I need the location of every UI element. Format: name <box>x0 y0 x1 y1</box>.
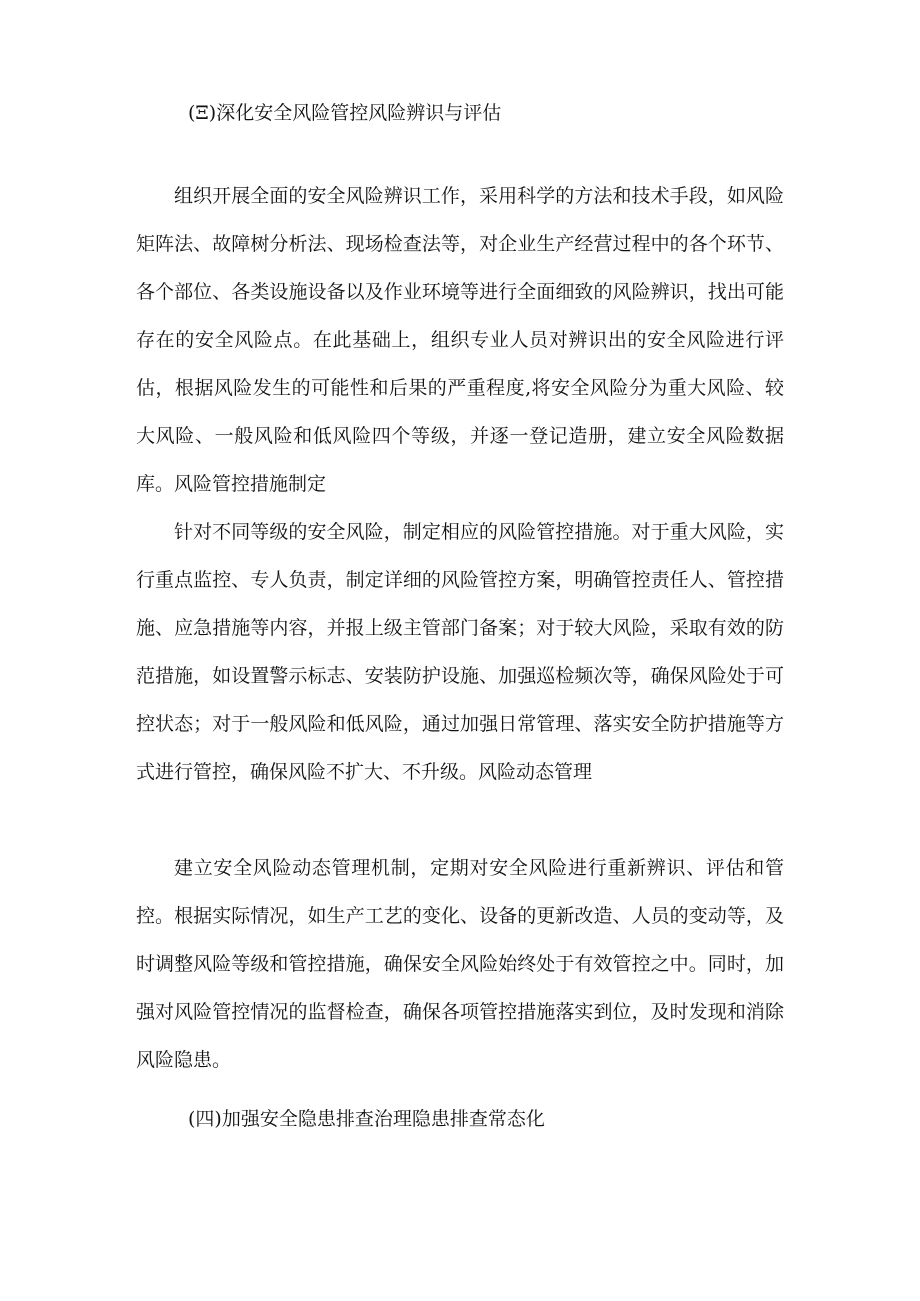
section-heading-4: (四)加强安全隐患排查治理隐患排查常态化 <box>188 1108 545 1130</box>
paragraph-risk-identification: 组织开展全面的安全风险辨识工作，采用科学的方法和技术手段，如风险矩阵法、故障树分析法、现场检查法等，对企业生产经营过程中的各个环节、各个部位、各类设施设备以及作业环境等进行全面细致的风险辨识，找出可能存在的安全风险点。在此基础上，组织专业人员对辨识出的安全风险进行评估，根据风险发生的可能性和后果的严重程度,将安全风险分为重大风险、较大风险、一般风险和低风险四个等级，并逐一登记造册，建立安全风险数据库。风险管控措施制定 <box>136 185 784 495</box>
paragraph-risk-control-measures: 针对不同等级的安全风险，制定相应的风险管控措施。对于重大风险，实行重点监控、专人负责，制定详细的风险管控方案，明确管控责任人、管控措施、应急措施等内容，并报上级主管部门备案；对于较大风险，采取有效的防范措施，如设置警示标志、安装防护设施、加强巡检频次等，确保风险处于可控状态；对于一般风险和低风险，通过加强日常管理、落实安全防护措施等方式进行管控，确保风险不扩大、不升级。风险动态管理 <box>136 521 784 783</box>
paragraph-risk-dynamic-management: 建立安全风险动态管理机制，定期对安全风险进行重新辨识、评估和管控。根据实际情况，如生产工艺的变化、设备的更新改造、人员的变动等，及时调整风险等级和管控措施，确保安全风险始终处于有效管控之中。同时，加强对风险管控情况的监督检查，确保各项管控措施落实到位，及时发现和消除风险隐患。 <box>136 857 784 1071</box>
section-heading-3: (Ξ)深化安全风险管控风险辨识与评估 <box>188 102 502 124</box>
